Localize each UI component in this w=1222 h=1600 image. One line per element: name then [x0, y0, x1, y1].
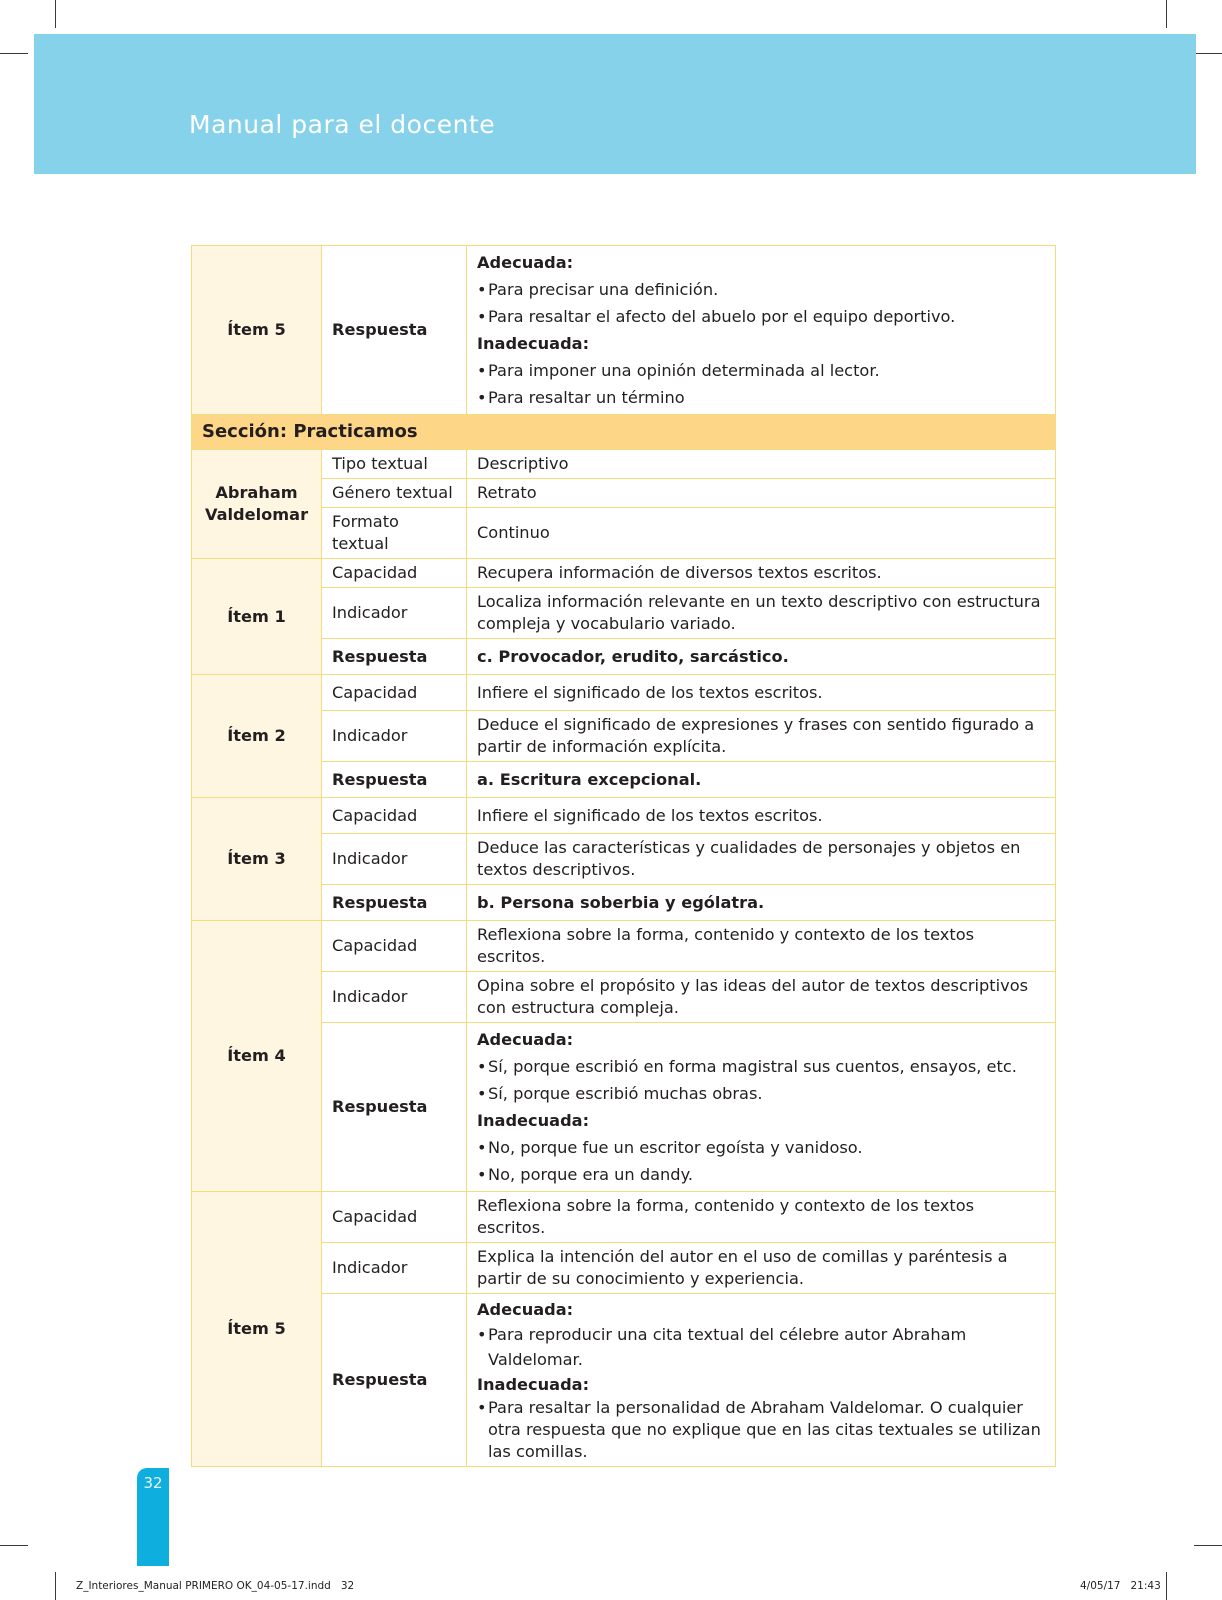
- answer-value: a. Escritura excepcional.: [467, 762, 1056, 798]
- table-row: [192, 798, 1056, 834]
- answer-cell: [467, 1294, 1056, 1467]
- page-number: 32: [143, 1474, 163, 1492]
- print-slug-file: Z_Interiores_Manual PRIMERO OK_04-05-17.indd 32: [76, 1580, 355, 1592]
- list-item: • Para imponer una opinión determinada al lector.: [477, 357, 1045, 384]
- list-item: • Para reproducir una cita textual del célebre autor Abraham Valdelomar.: [477, 1322, 1045, 1372]
- author-name-line: Valdelomar: [204, 505, 309, 524]
- table-row: [192, 559, 1056, 588]
- crop-mark: [55, 0, 56, 28]
- print-slug-date: 4/05/17 21:43: [1080, 1580, 1161, 1592]
- row-value: Deduce las características y cualidades de personajes y objetos en textos descriptivos.: [467, 834, 1056, 885]
- row-value: Descriptivo: [467, 450, 1056, 479]
- answer-value: c. Provocador, erudito, sarcástico.: [467, 639, 1056, 675]
- crop-mark: [55, 1572, 56, 1600]
- table-row: [192, 479, 1056, 508]
- row-value: Reflexiona sobre la forma, contenido y contexto de los textos escritos.: [467, 1192, 1056, 1243]
- crop-mark: [1166, 0, 1167, 28]
- inadequate-label: Inadecuada:: [477, 1375, 590, 1394]
- inadequate-label: Inadecuada:: [477, 334, 590, 353]
- table-row: [192, 450, 1056, 479]
- row-label: Respuesta: [322, 639, 467, 675]
- row-label: Indicador: [322, 1243, 467, 1294]
- list-item: • Sí, porque escribió muchas obras.: [477, 1080, 1045, 1107]
- section-row: [192, 415, 1056, 450]
- item-label: Ítem 4: [192, 921, 322, 1192]
- table-row: [192, 885, 1056, 921]
- list-item: • Para precisar una definición.: [477, 276, 1045, 303]
- item-label: Ítem 5: [192, 1192, 322, 1467]
- table-row: [192, 675, 1056, 711]
- table-row: [192, 508, 1056, 559]
- row-label: Indicador: [322, 711, 467, 762]
- table-row: [192, 1192, 1056, 1243]
- row-value: Infiere el significado de los textos escritos.: [467, 675, 1056, 711]
- row-value: Reflexiona sobre la forma, contenido y contexto de los textos escritos.: [467, 921, 1056, 972]
- assessment-table: [191, 245, 1056, 1467]
- author-name: [192, 450, 322, 559]
- row-label: Capacidad: [322, 559, 467, 588]
- answer-cell: [467, 1023, 1056, 1192]
- row-label: Respuesta: [322, 885, 467, 921]
- table-row: [192, 972, 1056, 1023]
- adequate-label: Adecuada:: [477, 1300, 574, 1319]
- row-label: Capacidad: [322, 675, 467, 711]
- table-row: [192, 762, 1056, 798]
- section-title: Sección: Practicamos: [192, 415, 1056, 450]
- adequate-label: Adecuada:: [477, 253, 574, 272]
- table-row: [192, 588, 1056, 639]
- row-value: Retrato: [467, 479, 1056, 508]
- page-number-tab: [137, 1468, 169, 1566]
- answer-cell: [467, 246, 1056, 415]
- table-row: [192, 921, 1056, 972]
- crop-mark: [1166, 1572, 1167, 1600]
- row-label: Formato textual: [322, 508, 467, 559]
- crop-mark: [1194, 53, 1222, 54]
- table-row: [192, 1243, 1056, 1294]
- list-item: • Para resaltar la personalidad de Abraham Valdelomar. O cualquier otra respuesta que no explique que en las citas textuales se utilizan las comillas.: [477, 1397, 1045, 1463]
- list-item: • Para resaltar un término: [477, 384, 1045, 411]
- row-value: Explica la intención del autor en el uso de comillas y paréntesis a partir de su conocimiento y experiencia.: [467, 1243, 1056, 1294]
- row-value: Continuo: [467, 508, 1056, 559]
- row-value: Localiza información relevante en un texto descriptivo con estructura compleja y vocabulario variado.: [467, 588, 1056, 639]
- row-label: Respuesta: [322, 762, 467, 798]
- item-label: Ítem 2: [192, 675, 322, 798]
- list-item: • No, porque fue un escritor egoísta y vanidoso.: [477, 1134, 1045, 1161]
- crop-mark: [0, 1545, 28, 1546]
- crop-mark: [0, 53, 28, 54]
- row-label: Indicador: [322, 834, 467, 885]
- header-banner: [34, 34, 1196, 174]
- row-label: Indicador: [322, 972, 467, 1023]
- row-label: Respuesta: [322, 1294, 467, 1467]
- row-value: Infiere el significado de los textos escritos.: [467, 798, 1056, 834]
- adequate-label: Adecuada:: [477, 1030, 574, 1049]
- row-label: Capacidad: [322, 921, 467, 972]
- table-row: [192, 834, 1056, 885]
- table-row: [192, 711, 1056, 762]
- header-title: Manual para el docente: [189, 110, 496, 139]
- row-value: Deduce el significado de expresiones y frases con sentido figurado a partir de información explícita.: [467, 711, 1056, 762]
- list-item: • No, porque era un dandy.: [477, 1161, 1045, 1188]
- item-label: Ítem 5: [192, 246, 322, 415]
- table-row: [192, 246, 1056, 415]
- row-label: Tipo textual: [322, 450, 467, 479]
- row-label: Respuesta: [322, 246, 467, 415]
- list-item: • Para resaltar el afecto del abuelo por el equipo deportivo.: [477, 303, 1045, 330]
- item-label: Ítem 1: [192, 559, 322, 675]
- row-value: Opina sobre el propósito y las ideas del autor de textos descriptivos con estructura compleja.: [467, 972, 1056, 1023]
- answer-value: b. Persona soberbia y ególatra.: [467, 885, 1056, 921]
- row-label: Género textual: [322, 479, 467, 508]
- inadequate-label: Inadecuada:: [477, 1111, 590, 1130]
- item-label: Ítem 3: [192, 798, 322, 921]
- row-label: Respuesta: [322, 1023, 467, 1192]
- crop-mark: [1194, 1545, 1222, 1546]
- table-row: [192, 1294, 1056, 1467]
- row-label: Capacidad: [322, 798, 467, 834]
- author-name-line: Abraham: [215, 483, 298, 502]
- row-value: Recupera información de diversos textos escritos.: [467, 559, 1056, 588]
- table-row: [192, 639, 1056, 675]
- row-label: Capacidad: [322, 1192, 467, 1243]
- list-item: • Sí, porque escribió en forma magistral sus cuentos, ensayos, etc.: [477, 1053, 1045, 1080]
- row-label: Indicador: [322, 588, 467, 639]
- table-row: [192, 1023, 1056, 1192]
